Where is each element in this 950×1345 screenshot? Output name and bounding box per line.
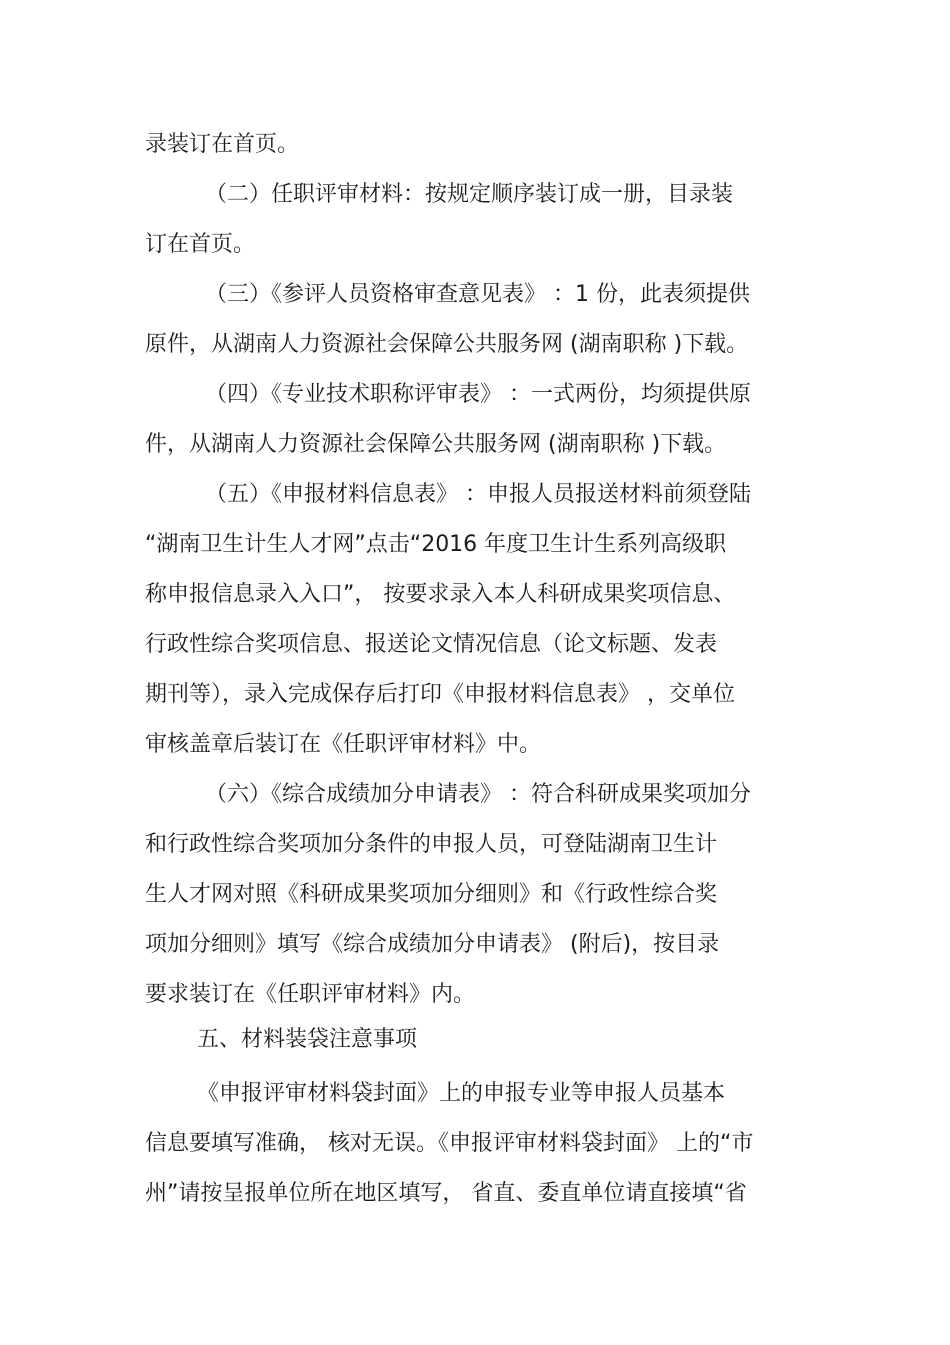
- text-line: 信息要填写准确， 核对无误。《申报评审材料袋封面》 上的“市: [145, 1131, 754, 1156]
- text-line: （二）任职评审材料：按规定顺序装订成一册，目录装: [205, 182, 734, 207]
- section-heading: 五、材料装袋注意事项: [197, 1027, 418, 1052]
- text-line: 生人才网对照《科研成果奖项加分细则》和《行政性综合奖: [145, 882, 718, 907]
- text-line: 称申报信息录入入口”， 按要求录入本人科研成果奖项信息、: [145, 582, 736, 607]
- text-line: 《申报评审材料袋封面》上的申报专业等申报人员基本: [197, 1081, 726, 1106]
- text-line: 审核盖章后装订在《任职评审材料》中。: [145, 732, 542, 757]
- text-line: 原件，从湖南人力资源社会保障公共服务网 (湖南职称 )下载。: [145, 332, 749, 357]
- text-line: （五）《申报材料信息表》 ：申报人员报送材料前须登陆: [205, 482, 751, 507]
- text-line: 订在首页。: [145, 232, 256, 257]
- text-line: （四）《专业技术职称评审表》 ：一式两份，均须提供原: [205, 382, 751, 407]
- text-line: 行政性综合奖项信息、报送论文情况信息（论文标题、发表: [145, 632, 718, 657]
- text-line: （六）《综合成绩加分申请表》 ：符合科研成果奖项加分: [205, 782, 751, 807]
- text-line: 录装订在首页。: [145, 132, 300, 157]
- text-line: 州”请按呈报单位所在地区填写， 省直、委直单位请直接填“省: [145, 1181, 747, 1206]
- text-line: （三）《参评人员资格审查意见表》 ：1 份，此表须提供: [205, 282, 750, 307]
- text-line: 期刊等），录入完成保存后打印《申报材料信息表》 ，交单位: [145, 682, 735, 707]
- text-line: 和行政性综合奖项加分条件的申报人员，可登陆湖南卫生计: [145, 832, 718, 857]
- text-line: 件，从湖南人力资源社会保障公共服务网 (湖南职称 )下载。: [145, 432, 727, 457]
- text-line: 项加分细则》填写《综合成绩加分申请表》 (附后)，按目录: [145, 932, 720, 957]
- text-line: 要求装订在《任职评审材料》内。: [145, 982, 476, 1007]
- text-line: “湖南卫生计生人才网”点击“2016 年度卫生计生系列高级职: [145, 532, 727, 557]
